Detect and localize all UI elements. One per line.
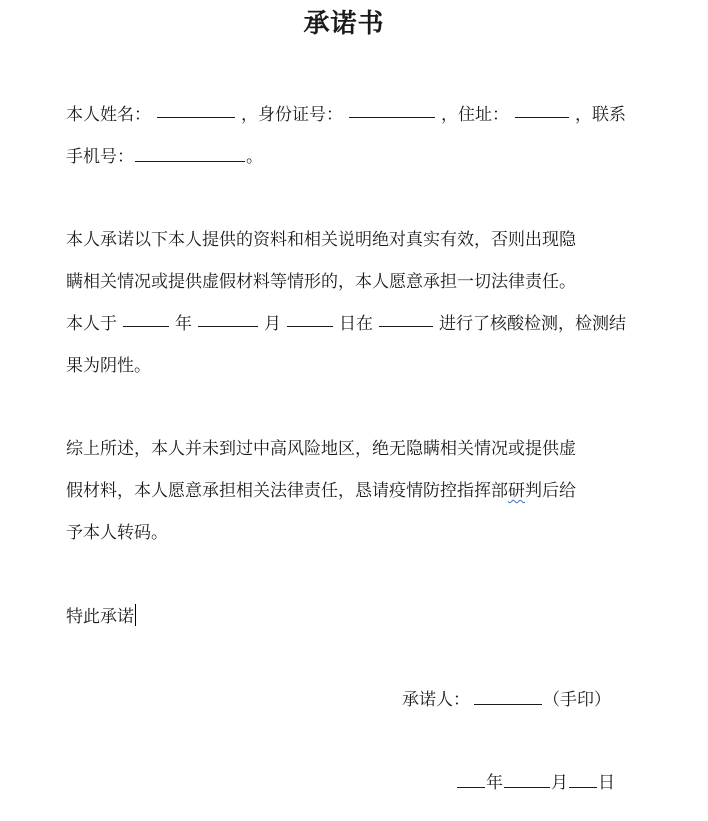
paragraph1-line-1: 本人承诺以下本人提供的资料和相关说明绝对真实有效，否则出现隐 xyxy=(66,230,576,250)
signature-blank[interactable] xyxy=(474,690,542,705)
sign-year-char: 年 xyxy=(486,773,503,793)
signature-suffix: （手印） xyxy=(543,690,611,710)
paragraph2-line-2 xyxy=(66,479,626,503)
id-number-blank[interactable] xyxy=(349,103,435,118)
test-month-blank[interactable] xyxy=(198,312,258,327)
test-year-blank[interactable] xyxy=(123,312,169,327)
signature-line xyxy=(402,688,611,712)
paragraph1-line-2: 瞒相关情况或提供虚假材料等情形的，本人愿意承担一切法律责任。 xyxy=(66,272,576,292)
spellcheck-flagged-word[interactable]: 研 xyxy=(508,481,525,501)
identity-line-1 xyxy=(66,103,626,127)
test-date-suffix: 进行了核酸检测，检测结 xyxy=(439,314,626,334)
test-day-blank[interactable] xyxy=(287,312,333,327)
address-label: ，住址： xyxy=(441,105,509,125)
contact-label: ，联系 xyxy=(575,105,626,125)
paragraph2-line-2-before: 假材料，本人愿意承担相关法律责任，恳请疫情防控指挥部 xyxy=(66,481,508,501)
test-location-blank[interactable] xyxy=(379,312,433,327)
paragraph1-line-4: 果为阴性。 xyxy=(66,356,151,376)
identity-line-2 xyxy=(66,145,626,169)
test-month-char: 月 xyxy=(264,314,281,334)
id-label: ，身份证号： xyxy=(241,105,343,125)
paragraph2-line-1: 综上所述，本人并未到过中高风险地区，绝无隐瞒相关情况或提供虚 xyxy=(66,439,576,459)
test-day-char: 日在 xyxy=(339,314,373,334)
phone-label: 手机号： xyxy=(66,147,134,167)
name-blank[interactable] xyxy=(157,103,235,118)
signature-label: 承诺人： xyxy=(402,690,470,710)
address-blank[interactable] xyxy=(515,103,569,118)
test-date-prefix: 本人于 xyxy=(66,314,117,334)
paragraph2-line-3: 予本人转码。 xyxy=(66,523,168,543)
sign-month-blank[interactable] xyxy=(504,773,550,788)
phone-blank[interactable] xyxy=(135,147,245,162)
paragraph2-line-2-after: 判后给 xyxy=(525,481,576,501)
sign-year-blank[interactable] xyxy=(457,773,485,788)
text-cursor xyxy=(135,604,136,626)
document-title: 承诺书 xyxy=(303,9,385,39)
sign-month-char: 月 xyxy=(551,773,568,793)
paragraph1-line-3 xyxy=(66,312,626,336)
closing-line[interactable] xyxy=(66,604,626,629)
sign-day-char: 日 xyxy=(598,773,615,793)
sign-day-blank[interactable] xyxy=(569,773,597,788)
test-year-char: 年 xyxy=(175,314,192,334)
date-line xyxy=(456,771,615,795)
name-label: 本人姓名： xyxy=(66,105,151,125)
closing-text: 特此承诺 xyxy=(66,607,134,627)
phone-end: 。 xyxy=(246,147,263,167)
